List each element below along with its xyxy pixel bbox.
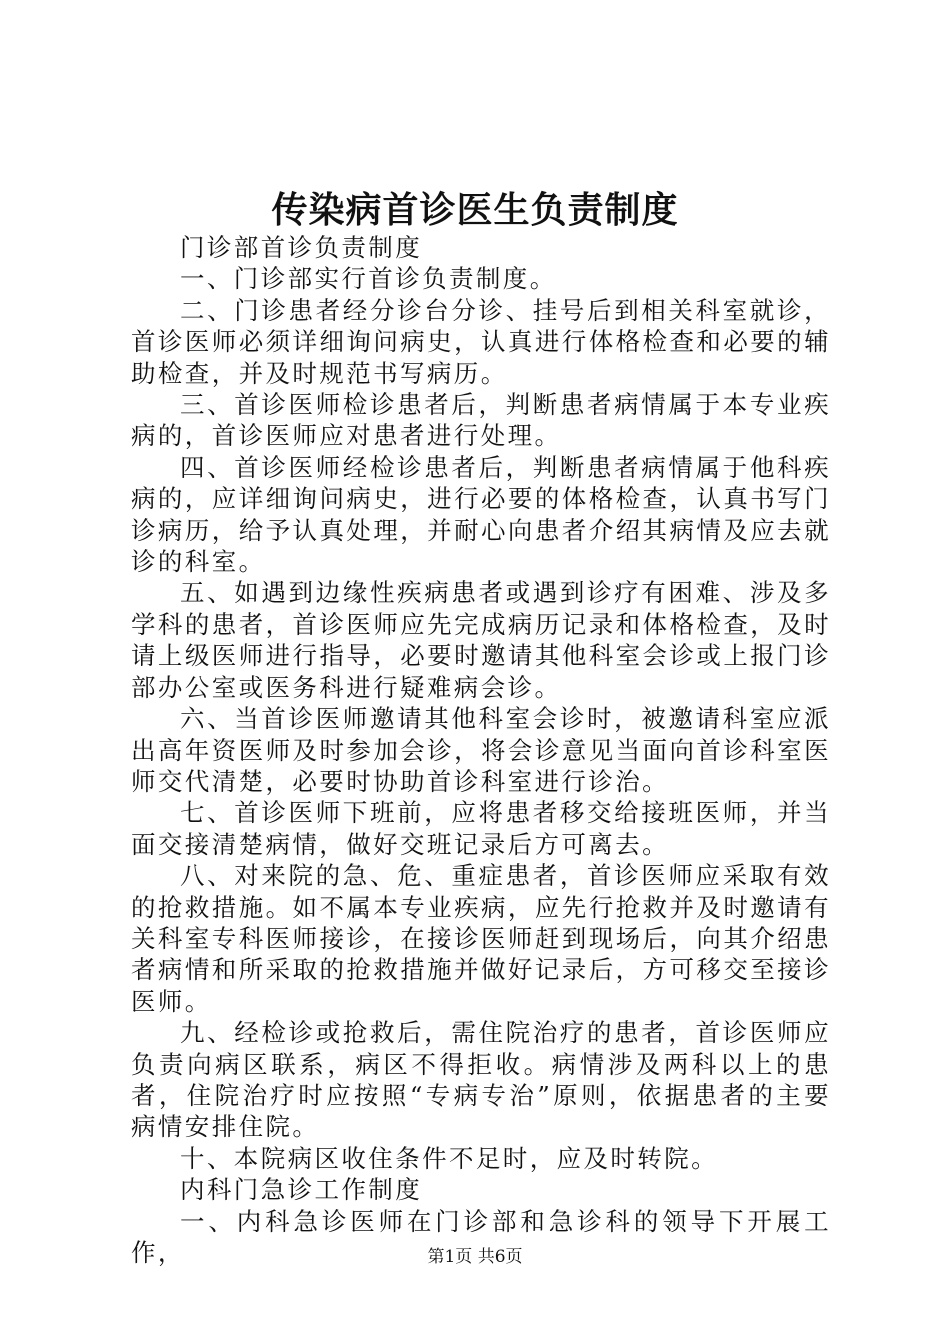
paragraph-12: 内科门急诊工作制度: [180, 1175, 423, 1205]
paragraph-3: 二、门诊患者经分诊台分诊、挂号后到相关科室就诊，首诊医师必须详细询问病史，认真进行体格检查和必要的辅助检查，并及时规范书写病历。: [131, 295, 831, 388]
document-body: [131, 232, 831, 1268]
paragraph-7: 六、当首诊医师邀请其他科室会诊时，被邀请科室应派出高年资医师及时参加会诊，将会诊意见当面向首诊科室医师交代清楚，必要时协助首诊科室进行诊治。: [131, 704, 831, 796]
paragraph-5: 四、首诊医师经检诊患者后，判断患者病情属于他科疾病的，应详细询问病史，进行必要的体格检查，认真书写门诊病历，给予认真处理，并耐心向患者介绍其病情及应去就诊的科室。: [131, 452, 831, 577]
paragraph-2: 一、门诊部实行首诊负责制度。: [180, 264, 557, 294]
paragraph-13: 一、内科急诊医师在门诊部和急诊科的领导下开展工作，: [131, 1206, 831, 1267]
paragraph-11: 十、本院病区收住条件不足时，应及时转院。: [180, 1143, 718, 1173]
page-footer: 第1页 共6页: [427, 1247, 523, 1267]
paragraph-6: 五、如遇到边缘性疾病患者或遇到诊疗有困难、涉及多学科的患者，首诊医师应先完成病历记录和体格检查，及时请上级医师进行指导，必要时邀请其他科室会诊或上报门诊部办公室或医务科进行疑难病会诊。: [131, 578, 831, 702]
paragraph-8: 七、首诊医师下班前，应将患者移交给接班医师，并当面交接清楚病情，做好交班记录后方可离去。: [131, 798, 831, 859]
paragraph-10: 九、经检诊或抢救后，需住院治疗的患者，首诊医师应负责向病区联系，病区不得拒收。病情涉及两科以上的患者，住院治疗时应按照“专病专治”原则，依据患者的主要病情安排住院。: [131, 1018, 831, 1142]
document-title: 传染病首诊医生负责制度: [271, 189, 679, 231]
paragraph-4: 三、首诊医师检诊患者后，判断患者病情属于本专业疾病的，首诊医师应对患者进行处理。: [131, 390, 831, 451]
paragraph-9: 八、对来院的急、危、重症患者，首诊医师应采取有效的抢救措施。如不属本专业疾病，应先行抢救并及时邀请有关科室专科医师接诊，在接诊医师赶到现场后，向其介绍患者病情和所采取的抢救措施并做好记录后，方可移交至接诊医师。: [131, 861, 831, 1016]
paragraph-1: 门诊部首诊负责制度: [180, 233, 423, 262]
